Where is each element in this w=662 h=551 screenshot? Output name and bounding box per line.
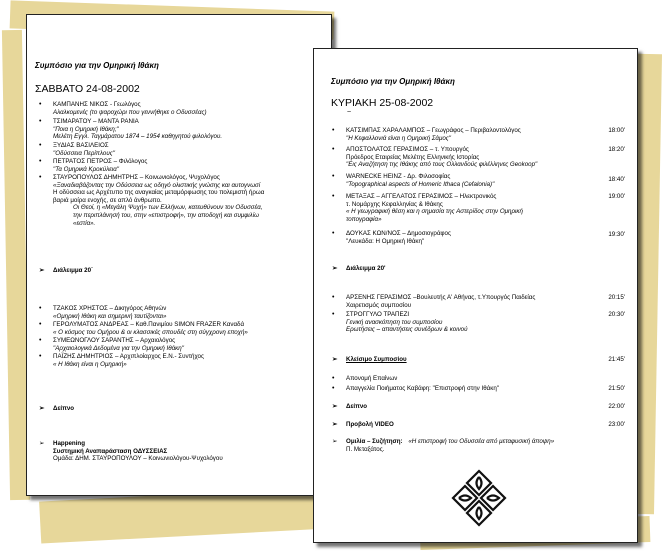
ornament-curl <box>477 507 482 519</box>
meander-knot-icon <box>449 467 509 529</box>
ornament-curl <box>477 477 482 489</box>
decorative-tilde: ~ <box>347 109 352 116</box>
program-entry: • ΠΑΪΖΗΣ ΔΗΜΗΤΡΙΟΣ – Αρχιπλοίαρχος Ε.Ν.- Συντήχος « Η Ιθάκη είναι η Ομηρική» <box>39 353 204 368</box>
break-item: ➢ Διάλειμμα 20΄ <box>39 267 94 274</box>
time-label: 19:00' <box>608 193 625 200</box>
program-page-saturday <box>26 14 332 496</box>
time-label: 22:00' <box>608 403 625 410</box>
program-entry: • ΑΠΟΣΤΟΛΑΤΟΣ ΓΕΡΑΣΙΜΟΣ – τ. Υπουργός Πρόεδρος Εταιρείας Μελέτης Ελληνικής Ιστορίας "Εις Αναζήτηση της Ιθάκης από τους Ολλανδούς φιλέλληνες Geokoop" <box>332 146 538 169</box>
dinner-item: ➢ Δείπνο <box>332 403 368 410</box>
time-label: 20:30' <box>608 311 625 318</box>
ornament-curl <box>459 496 471 501</box>
video-item: ➢ Προβολή VIDEO <box>332 421 394 428</box>
program-page-sunday <box>313 48 638 543</box>
program-entry: • ΤΖΑΚΟΣ ΧΡΗΣΤΟΣ – Δικηγόρος Αθηνών «Ομηρική Ιθάκη και σημερινή ταυτίζονται» <box>39 305 167 320</box>
program-entry: • ΣΤΑΥΡΟΠΟΥΛΟΣ ΔΗΜΗΤΡΗΣ – Κοινωνιολόγος, Ψυχολόγος «Ξαναδιαβάζοντας την Οδύσσεια ως οδηγό ολιστικής γνώσης και αυτογνωσί Η οδύσσεια ως Αρχέτυπο της αναγκαίας μεταμόρφωσης του πολεμιστή ήρωα βαριά μοίρα ενοχής, σε απλό άνθρωπο. Οι Θεοί, η «Μεγάλη Ψυχή» των Ελλήνων, κατευθύνουν τον Οδυσσέα, την περιπλάνησή του, στην «επιστροφή», την αποδοχή και συμφιλίω «εστία». <box>39 174 265 227</box>
day-heading: ΣΑΒΒΑΤΟ 24-08-2002 <box>35 83 140 95</box>
program-entry: • ΑΡΣΕΝΗΣ ΓΕΡΑΣΙΜΟΣ –Βουλευτής Α' Αθήνας, τ.Υπουργός Παιδείας Χαιρετισμός συμποσίου <box>332 294 536 309</box>
time-label: 18:40' <box>608 176 625 183</box>
time-label: 20:15' <box>608 294 625 301</box>
program-entry: • ΔΟΥΚΑΣ ΚΩΝ/ΝΟΣ – Δημοσιογράφος "Λευκάδα: Η Ομηρική Ιθάκη" <box>332 230 451 245</box>
time-label: 19:30' <box>608 231 625 238</box>
document-title: Συμπόσιο για την Ομηρική Ιθάκη <box>331 77 455 86</box>
program-entry: • ΓΕΡΟΛΥΜΑΤΟΣ ΑΝΔΡΕΑΣ – Καθ.Πανιμίου SIMON FRAZER Καναδά « Ο κόσμος του Ομήρου & οι κλασσικές σπουδές στη σύγχρονη εποχή» <box>39 321 248 336</box>
program-entry: • ΜΕΤΑΞΑΣ – ΑΓΓΕΛΑΤΟΣ ΓΕΡΑΣΙΜΟΣ – Ηλεκτρονικός τ. Νομάρχης Κεφαλληνίας & Ιθάκης « Η γεωγραφική θέση και η σημασία της Αστερίδος στην Ομηρική τοπογραφία» <box>332 193 523 223</box>
closing-item: ➢ Κλείσιμο Συμποσίου <box>332 356 407 363</box>
program-entry: • Απονομή Επαίνων <box>332 375 398 382</box>
dinner-item: ➢ Δείπνο <box>39 405 75 412</box>
break-item: ➢ Διάλειμμα 20' <box>332 265 386 272</box>
time-label: 21:45' <box>608 356 625 363</box>
program-entry: • ΚΑΤΣΙΜΠΑΣ ΧΑΡΑΛΑΜΠΟΣ – Γεωγράφος – Περιβαλοντολόγος "Η Κεφαλλονιά είναι η Ομηρική Σάμος" <box>332 127 521 142</box>
program-entry: • ΚΑΜΠΑΝΗΣ ΝΙΚΟΣ - Γεωλόγος Αλαλκομενές (το ψαροχώρι που γεννήθηκε ο Οδυσσέας) <box>39 101 207 116</box>
program-entry: • ΣΤΡΟΓΓΥΛΟ ΤΡΑΠΕΖΙ Γενική ανασκόπηση του συμποσίου Ερωτήσεις – απαντήσεις συνέδρων & κοινού <box>332 311 468 334</box>
time-label: 23:00' <box>608 421 625 428</box>
program-entry: • ΤΣΙΜΑΡΑΤΟΥ – ΜΑΝΤΑ ΡΑΝΙΑ "Ποια η Ομηρική Ιθάκη;" Μελέτη Εγγλ. Ταγμάρατου 1874 – 1954 καθηγητού φιλολόγου. <box>39 118 223 141</box>
time-label: 18:00' <box>608 127 625 134</box>
talk-item: ➢ Ομιλία – Συζήτηση: «Η επιστροφή του Οδυσσέα από μεταφυσική άποψη» Π. Μεταξάτος. <box>332 438 555 453</box>
document-title: Συμπόσιο για την Ομηρική Ιθάκη <box>35 61 159 70</box>
time-label: 21:50' <box>608 385 625 392</box>
day-heading: ΚΥΡΙΑΚΗ 25-08-2002 <box>331 97 434 109</box>
program-entry: • ΠΕΤΡΑΤΟΣ ΠΕΤΡΟΣ – Φιλόλογος "Τα Ομηρικά Κροκύλεια" <box>39 158 148 173</box>
ornament-curl <box>487 496 499 501</box>
program-entry: • Απαγγελία Ποιήματος Καβάφη: "Επιστροφή στην Ιθάκη" <box>332 385 499 392</box>
program-entry: • ΣΥΜΕΩΝΟΓΛΟΥ ΣΑΡΑΝΤΗΣ – Αρχαιολόγος "Αρχαιολογικά Δεδομένα για την Ομηρική Ιθάκη" <box>39 337 184 352</box>
happening-item: ➢ Happening Συστημική Αναπαράσταση ΟΔΥΣΣΕΙΑΣ Ομάδα: ΔΗΜ. ΣΤΑΥΡΟΠΟΥΛΟΥ – Κοινωνιολόγου-Ψυχολόγου <box>39 440 223 463</box>
time-label: 18:20' <box>608 146 625 153</box>
program-entry: • ΞΥΔΙΑΣ ΒΑΣΙΛΕΙΟΣ "Οδύσσεια Περίπλους" <box>39 142 115 157</box>
program-entry: • WARNECKE HEINZ - Δρ. Φιλοσοφίας "Topographical aspects of Homeric Ithaca (Cefalonia)" <box>332 173 495 188</box>
